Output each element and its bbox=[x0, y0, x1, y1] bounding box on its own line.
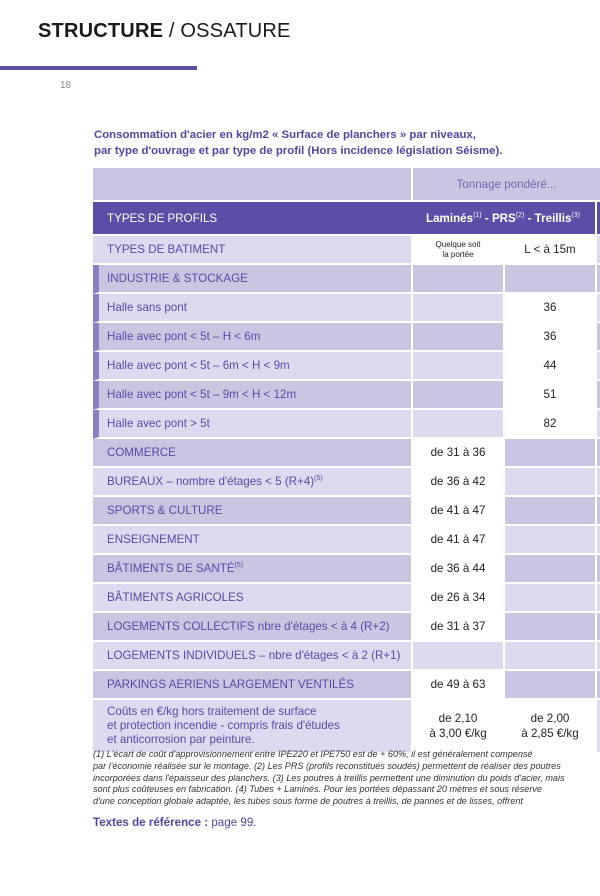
references-value: page 99. bbox=[208, 816, 257, 829]
extra-cell bbox=[595, 202, 600, 236]
empty-cell bbox=[503, 265, 595, 294]
table-row bbox=[93, 410, 600, 439]
footnote-line-3: incorporées dans l'épaisseur des planchers. (3) Les poutres à treillis permettent une diminution du poids d'acier, mais bbox=[93, 772, 565, 783]
row-label bbox=[93, 613, 411, 642]
col-lamines: Laminés bbox=[426, 211, 474, 225]
row-label bbox=[93, 526, 411, 555]
treillis-value bbox=[503, 468, 595, 497]
quelle-line-1: Quelque soit bbox=[435, 239, 481, 249]
steel-consumption-table bbox=[93, 168, 600, 754]
treillis-value bbox=[503, 671, 595, 700]
table-row bbox=[93, 468, 600, 497]
quelle-line-2: la portée bbox=[442, 249, 474, 259]
row-label-text: COMMERCE bbox=[107, 446, 176, 459]
extra-cell bbox=[595, 265, 600, 294]
treillis-value: 44 bbox=[503, 352, 595, 381]
lamines-value bbox=[411, 410, 503, 439]
extra-cell bbox=[595, 323, 600, 352]
row-label bbox=[93, 584, 411, 613]
footnotes bbox=[93, 749, 593, 808]
extra-cell bbox=[595, 700, 600, 754]
extra-cell bbox=[595, 410, 600, 439]
row-label-text: SPORTS & CULTURE bbox=[107, 504, 223, 517]
row-label bbox=[93, 555, 411, 584]
dash-1: - bbox=[481, 211, 492, 225]
lamines-value: de 31 à 37 bbox=[411, 613, 503, 642]
lamines-value bbox=[411, 642, 503, 671]
treillis-value bbox=[503, 526, 595, 555]
extra-cell bbox=[595, 439, 600, 468]
treillis-value: 36 bbox=[503, 294, 595, 323]
industrie-label: INDUSTRIE & STOCKAGE bbox=[93, 265, 411, 294]
col-lamines-sup: (1) bbox=[473, 211, 482, 219]
col-prs: PRS bbox=[491, 211, 516, 225]
row-label-text: ENSEIGNEMENT bbox=[107, 533, 200, 546]
cost-line-2: et protection incendie - compris frais d'études bbox=[107, 719, 340, 732]
extra-cell bbox=[595, 613, 600, 642]
row-label-text: BUREAUX – nombre d'étages < 5 (R+4) bbox=[107, 475, 315, 488]
row-label: Halle sans pont bbox=[93, 294, 411, 323]
table-row bbox=[93, 352, 600, 381]
extra-cell bbox=[595, 352, 600, 381]
cost-treillis bbox=[503, 700, 595, 754]
references-label: Textes de référence : bbox=[93, 816, 209, 829]
lamines-value: de 49 à 63 bbox=[411, 671, 503, 700]
treillis-value: 51 bbox=[503, 381, 595, 410]
row-label bbox=[93, 642, 411, 671]
treillis-value bbox=[503, 584, 595, 613]
table-row bbox=[93, 439, 600, 468]
table-row bbox=[93, 671, 600, 700]
dash-2: - bbox=[524, 211, 535, 225]
table-row bbox=[93, 642, 600, 671]
extra-cell bbox=[595, 584, 600, 613]
cost-lamines-line-1: de 2,10 bbox=[438, 712, 478, 725]
title-bold: STRUCTURE bbox=[38, 20, 164, 42]
header-empty-cell bbox=[93, 168, 411, 202]
cost-treillis-line-1: de 2,00 bbox=[530, 712, 570, 725]
lamines-value: de 36 à 44 bbox=[411, 555, 503, 584]
extra-cell bbox=[595, 555, 600, 584]
table-header-row bbox=[93, 168, 600, 202]
treillis-value bbox=[503, 613, 595, 642]
table-row bbox=[93, 323, 600, 352]
row-label: Halle avec pont < 5t – H < 6m bbox=[93, 323, 411, 352]
lamines-value: de 26 à 34 bbox=[411, 584, 503, 613]
row-label-sup: (5) bbox=[314, 475, 323, 483]
references bbox=[93, 816, 257, 829]
types-batiment-label: TYPES DE BATIMENT bbox=[93, 236, 411, 265]
page-number: 18 bbox=[60, 80, 72, 91]
treillis-value bbox=[503, 555, 595, 584]
cost-row bbox=[93, 700, 600, 754]
table-row bbox=[93, 381, 600, 410]
cost-label bbox=[93, 700, 411, 754]
row-label-text: BÂTIMENTS AGRICOLES bbox=[107, 591, 244, 604]
extra-cell bbox=[595, 294, 600, 323]
table-row bbox=[93, 526, 600, 555]
lamines-value bbox=[411, 352, 503, 381]
row-label bbox=[93, 497, 411, 526]
title-rule bbox=[0, 66, 197, 70]
intro-line-1: Consommation d'acier en kg/m2 « Surface de planchers » par niveaux, bbox=[94, 129, 476, 141]
row-label bbox=[93, 671, 411, 700]
table-row bbox=[93, 555, 600, 584]
treillis-value bbox=[503, 497, 595, 526]
footnote-line-4: sont plus coûteuses en fabrication. (4) Tubes + Laminés. Pour les portées dépassant 20 mètres et sous réserve bbox=[93, 784, 542, 795]
row-label-sup: (5) bbox=[234, 562, 244, 570]
cost-line-3: et anticorrosion par peinture. bbox=[107, 733, 255, 746]
table-row bbox=[93, 294, 600, 323]
extra-cell bbox=[595, 671, 600, 700]
row-label-text: LOGEMENTS INDIVIDUELS – nbre d'étages < à 2 (R+1) bbox=[107, 649, 401, 662]
intro-text bbox=[94, 127, 574, 159]
col-treillis-sup: (3) bbox=[571, 211, 580, 219]
lamines-value bbox=[411, 323, 503, 352]
l-15m-cell: L < à 15m bbox=[503, 236, 595, 265]
cost-lamines bbox=[411, 700, 503, 754]
profile-columns-header bbox=[411, 202, 595, 236]
treillis-value: 82 bbox=[503, 410, 595, 439]
cost-lamines-line-2: à 3,00 €/kg bbox=[429, 727, 487, 740]
intro-line-2: par type d'ouvrage et par type de profil (Hors incidence législation Séisme). bbox=[94, 145, 503, 157]
footnote-line-1: (1) L'écart de coût d'approvisionnement entre IPE220 et IPE750 est de + 60%, il est généralement compensé bbox=[93, 749, 533, 759]
row-label: Halle avec pont < 5t – 9m < H < 12m bbox=[93, 381, 411, 410]
row-label: Halle avec pont < 5t – 6m < H < 9m bbox=[93, 352, 411, 381]
row-label-text: PARKINGS AERIENS LARGEMENT VENTILÉS bbox=[107, 678, 354, 691]
table-row bbox=[93, 613, 600, 642]
extra-cell bbox=[595, 526, 600, 555]
lamines-value: de 41 à 47 bbox=[411, 526, 503, 555]
row-label bbox=[93, 468, 411, 497]
extra-cell bbox=[595, 236, 600, 265]
footnote-line-2: par l'économie réalisée sur le montage. (2) Les PRS (profils reconstitués soudés) permettent de réaliser des poutres bbox=[93, 760, 561, 771]
extra-cell bbox=[595, 381, 600, 410]
title-rest: OSSATURE bbox=[180, 20, 291, 42]
title-separator: / bbox=[163, 20, 181, 42]
industrie-header-row bbox=[93, 265, 600, 294]
row-label-text: LOGEMENTS COLLECTIFS nbre d'étages < à 4 (R+2) bbox=[107, 620, 390, 633]
row-label: Halle avec pont > 5t bbox=[93, 410, 411, 439]
building-types-row bbox=[93, 236, 600, 265]
footnote-line-5: d'une conception globale adaptée, les tubes sous forme de poutres à treillis, de pannes et de lisses, offrent bbox=[93, 796, 523, 807]
cost-treillis-line-2: à 2,85 €/kg bbox=[521, 727, 579, 740]
table-row bbox=[93, 584, 600, 613]
profile-types-row bbox=[93, 202, 600, 236]
col-treillis: Treillis bbox=[534, 211, 572, 225]
extra-cell bbox=[595, 468, 600, 497]
treillis-value bbox=[503, 642, 595, 671]
tonnage-header: Tonnage pondéré... bbox=[411, 168, 600, 202]
types-profils-label: TYPES DE PROFILS bbox=[93, 202, 411, 236]
extra-cell bbox=[595, 642, 600, 671]
treillis-value bbox=[503, 439, 595, 468]
treillis-value: 36 bbox=[503, 323, 595, 352]
lamines-value bbox=[411, 294, 503, 323]
empty-cell bbox=[411, 265, 503, 294]
page-title bbox=[38, 20, 291, 43]
col-prs-sup: (2) bbox=[515, 211, 525, 219]
cost-line-1: Coûts en €/kg hors traitement de surface bbox=[107, 705, 317, 718]
extra-cell bbox=[595, 497, 600, 526]
row-label-text: BÂTIMENTS DE SANTÉ bbox=[107, 562, 235, 575]
lamines-value: de 31 à 36 bbox=[411, 439, 503, 468]
quelle-portee-cell bbox=[411, 236, 503, 265]
lamines-value: de 36 à 42 bbox=[411, 468, 503, 497]
row-label bbox=[93, 439, 411, 468]
table-row bbox=[93, 497, 600, 526]
lamines-value: de 41 à 47 bbox=[411, 497, 503, 526]
lamines-value bbox=[411, 381, 503, 410]
